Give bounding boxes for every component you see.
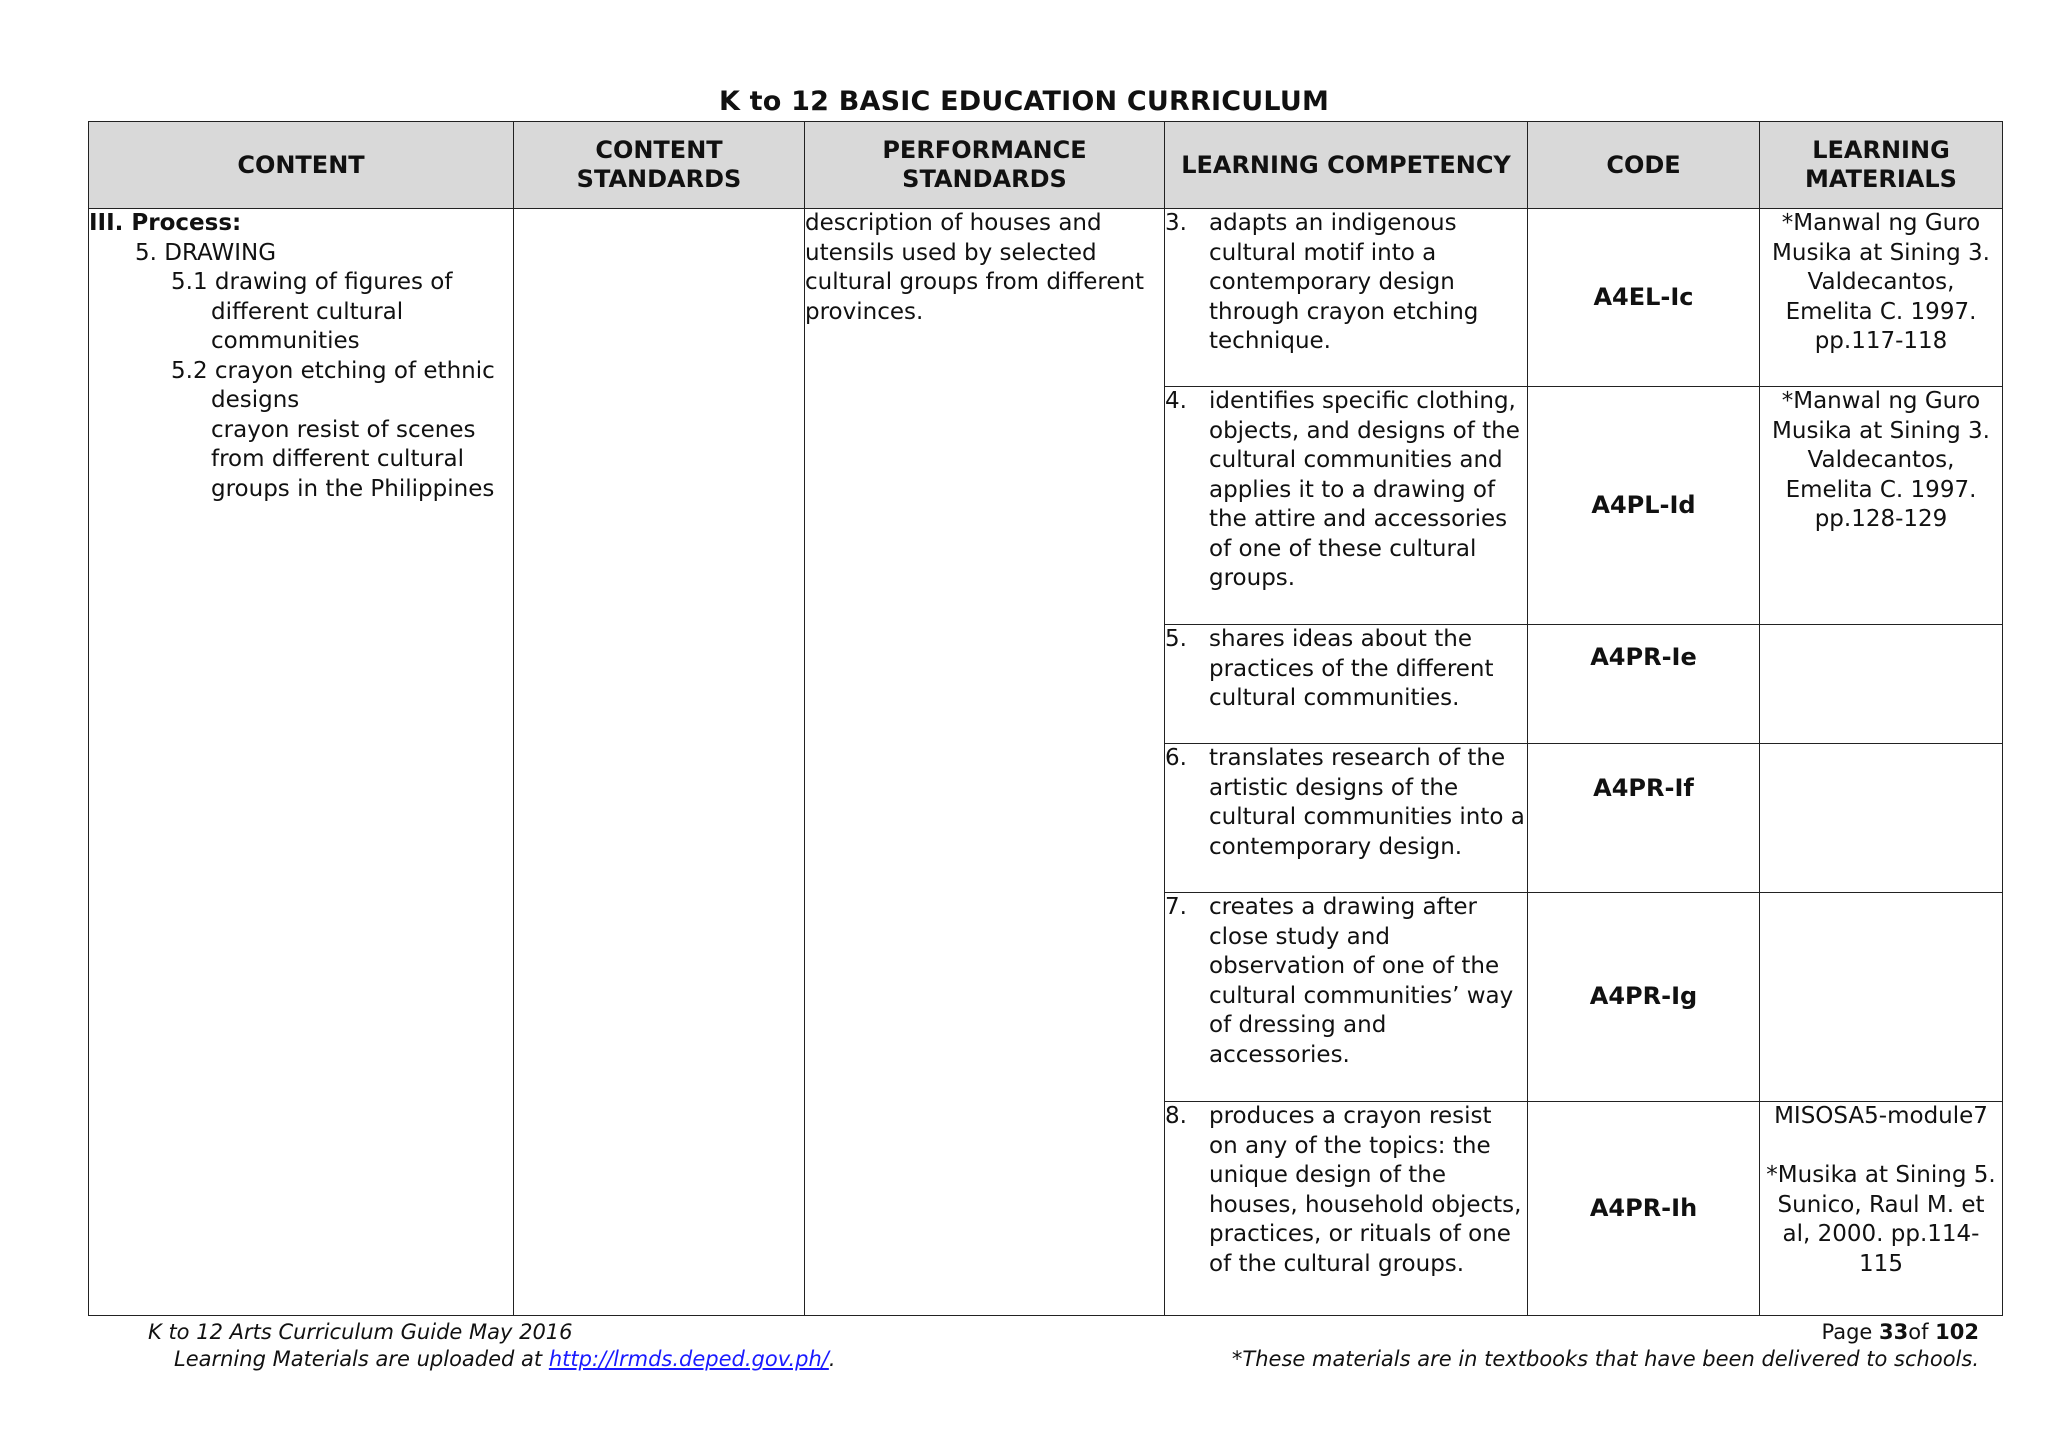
footer-left [148,1319,836,1373]
document-title: K to 12 BASIC EDUCATION CURRICULUM [718,86,1330,117]
curriculum-table [88,121,2003,1316]
competency-cell: 4. identifies specific clothing, objects, and designs of the cultural communities and applies it to a drawing of the attire and accessories of one of these cultural groups. [1165,387,1528,625]
header-content: CONTENT [89,122,514,209]
footer-uploaded: Learning Materials are uploaded at http://lrmds.deped.gov.ph/. [174,1347,836,1371]
content-standards-cell [514,209,805,1316]
drawing-heading: 5. DRAWING [135,239,277,266]
competency-cell: 7. creates a drawing after close study and observation of one of the cultural communities’ way of dressing and accessories. [1165,893,1528,1102]
competency-cell: 3. adapts an indigenous cultural motif into a contemporary design through crayon etching technique. [1165,209,1528,387]
materials-cell: MISOSA5-module7 *Musika at Sining 5. Sunico, Raul M. et al, 2000. pp.114- 115 [1760,1102,2003,1316]
content-cell [89,209,514,1316]
code-cell: A4PR-If [1528,744,1760,893]
competency-cell: 6. translates research of the artistic designs of the cultural communities into a contemporary design. [1165,744,1528,893]
header-code: CODE [1528,122,1760,209]
materials-cell: *Manwal ng Guro Musika at Sining 3. Valdecantos, Emelita C. 1997. pp.128-129 [1760,387,2003,625]
page-number: Page 33of 102 [1821,1320,1979,1344]
header-performance-standards: PERFORMANCE STANDARDS [805,122,1165,209]
header-content-standards: CONTENT STANDARDS [514,122,805,209]
code-cell: A4EL-Ic [1528,209,1760,387]
code-cell: A4PR-Ie [1528,625,1760,744]
competency-cell: 5. shares ideas about the practices of the different cultural communities. [1165,625,1528,744]
footer-right [1232,1319,1979,1373]
item-5-2: 5.2 crayon etching of ethnic designs crayon resist of scenes from different cultural groups in the Philippines [171,357,495,502]
code-cell: A4PR-Ih [1528,1102,1760,1316]
header-learning-materials: LEARNING MATERIALS [1760,122,2003,209]
process-title: III. Process: [89,210,242,236]
item-5-1: 5.1 drawing of figures of different cultural communities [171,269,453,354]
footer-guide: K to 12 Arts Curriculum Guide May 2016 [148,1320,573,1344]
materials-cell [1760,744,2003,893]
performance-standards-cell: description of houses and utensils used by selected cultural groups from different provinces. [805,209,1165,1316]
competency-cell: 8. produces a crayon resist on any of the topics: the unique design of the houses, household objects, practices, or rituals of one of the cultural groups. [1165,1102,1528,1316]
code-cell: A4PL-Id [1528,387,1760,625]
lrmds-link[interactable]: http://lrmds.deped.gov.ph/ [548,1347,829,1371]
footer-note: *These materials are in textbooks that have been delivered to schools. [1231,1347,1979,1371]
code-cell: A4PR-Ig [1528,893,1760,1102]
header-row [89,122,2003,209]
table-row [89,209,2003,387]
materials-cell [1760,625,2003,744]
materials-cell: *Manwal ng Guro Musika at Sining 3. Valdecantos, Emelita C. 1997. pp.117-118 [1760,209,2003,387]
header-learning-competency: LEARNING COMPETENCY [1165,122,1528,209]
materials-cell [1760,893,2003,1102]
